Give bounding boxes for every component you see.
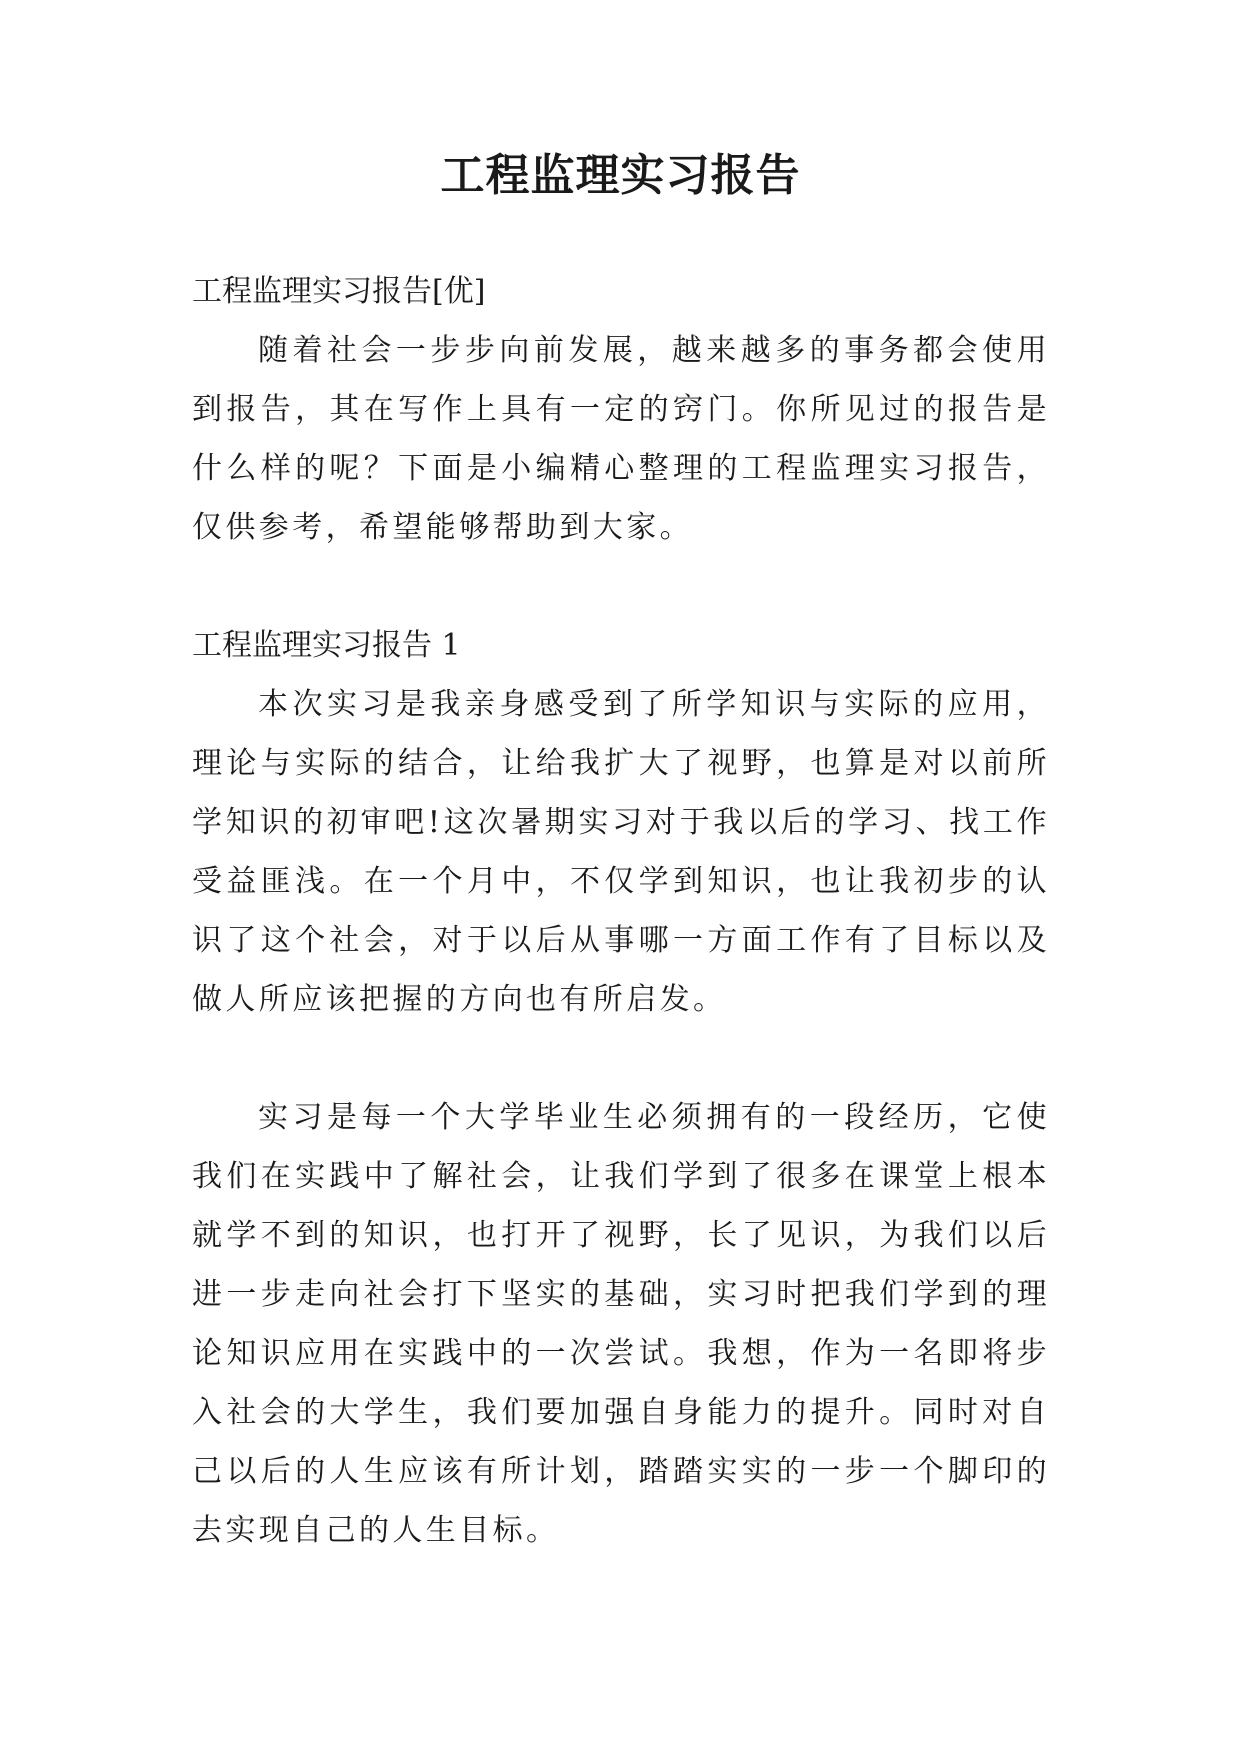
- report-1-paragraph-2: 实习是每一个大学毕业生必须拥有的一段经历，它使我们在实践中了解社会，让我们学到了很多在课堂上根本就学不到的知识，也打开了视野，长了见识，为我们以后进一步走向社会打下坚实的基础，实习时把我们学到的理论知识应用在实践中的一次尝试。我想，作为一名即将步入社会的大学生，我们要加强自身能力的提升。同时对自己以后的人生应该有所计划，踏踏实实的一步一个脚印的去实现自己的人生目标。: [192, 1100, 1050, 1548]
- section-heading-intro: 工程监理实习报告[优]: [192, 274, 486, 309]
- section-spacer: [192, 557, 1050, 616]
- document-title: 工程监理实习报告: [440, 150, 801, 201]
- section-heading-report-1: 工程监理实习报告 1: [192, 628, 461, 663]
- intro-paragraph: 随着社会一步步向前发展，越来越多的事务都会使用到报告，其在写作上具有一定的窍门。你所见过的报告是什么样的呢？下面是小编精心整理的工程监理实习报告，仅供参考，希望能够帮助到大家。: [192, 333, 1050, 545]
- document-body: [192, 262, 1050, 1560]
- paragraph-spacer: [192, 1029, 1050, 1088]
- report-1-paragraph-1: 本次实习是我亲身感受到了所学知识与实际的应用，理论与实际的结合，让给我扩大了视野，也算是对以前所学知识的初审吧!这次暑期实习对于我以后的学习、找工作受益匪浅。在一个月中，不仅学到知识，也让我初步的认识了这个社会，对于以后从事哪一方面工作有了目标以及做人所应该把握的方向也有所启发。: [192, 687, 1050, 1017]
